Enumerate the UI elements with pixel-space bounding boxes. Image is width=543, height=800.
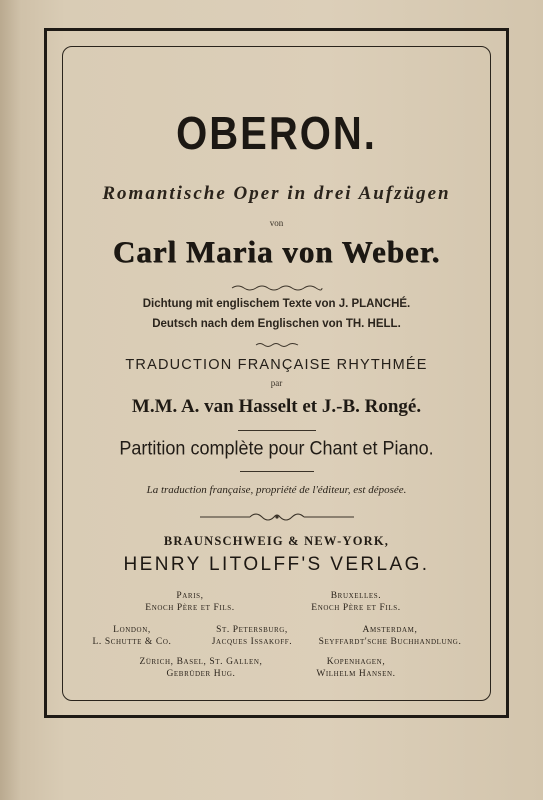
small-wavy-ornament-icon [254, 341, 300, 349]
divider-rule [240, 471, 314, 472]
composer-name: Carl Maria von Weber. [112, 234, 441, 269]
scroll-ornament-icon [198, 510, 356, 524]
french-translation-heading: TRADUCTION FRANÇAISE RHYTHMÉE [125, 357, 428, 373]
agent-paris [120, 590, 260, 614]
agent-st-petersburg [196, 624, 308, 648]
agent-london [72, 624, 192, 648]
edition-description: Partition complète pour Chant et Piano. [119, 437, 434, 459]
agent-firm: Jacques Issakoff. [211, 637, 293, 647]
agent-city: St. Petersburg, [216, 625, 288, 635]
opera-subtitle: Romantische Oper in drei Aufzügen [102, 183, 451, 204]
agent-firm: Wilhelm Hansen. [316, 669, 396, 679]
agent-city: London, [113, 625, 151, 635]
agent-city: Kopenhagen, [326, 657, 386, 667]
by-word: von [269, 218, 284, 228]
wavy-rule-ornament-icon [230, 284, 324, 292]
publisher-cities: BRAUNSCHWEIG & NEW-YORK, [163, 534, 390, 548]
agent-firm: L. Schutte & Co. [92, 637, 172, 647]
page-spine-shadow [0, 0, 22, 800]
agent-amsterdam [304, 624, 476, 648]
german-translation-credit: Deutsch nach dem Englischen von TH. HELL. [152, 318, 401, 330]
divider-rule [238, 430, 316, 431]
agent-zurich [106, 656, 296, 680]
copyright-notice: La traduction française, propriété de l'éditeur, est déposée. [146, 484, 407, 496]
par-word: par [270, 378, 283, 388]
agent-kopenhagen [286, 656, 426, 680]
translators-names: M.M. A. van Hasselt et J.-B. Rongé. [131, 396, 422, 417]
agent-city: Bruxelles. [330, 591, 382, 601]
agent-city: Zürich, Basel, St. Gallen, [139, 657, 263, 667]
agent-city: Paris, [176, 591, 204, 601]
opera-title: OBERON. [176, 108, 377, 160]
agent-firm: Gebrüder Hug. [166, 669, 236, 679]
agent-firm: Seyffardt'sche Buchhandlung. [318, 637, 462, 647]
publisher-name: HENRY LITOLFF'S VERLAG. [123, 554, 430, 575]
agent-city: Amsterdam, [362, 625, 418, 635]
agent-firm: Enoch Père et Fils. [311, 603, 401, 613]
libretto-credit: Dichtung mit englischem Texte von J. PLANCHÉ. [142, 298, 411, 310]
agent-firm: Enoch Père et Fils. [145, 603, 235, 613]
agent-bruxelles [286, 590, 426, 614]
